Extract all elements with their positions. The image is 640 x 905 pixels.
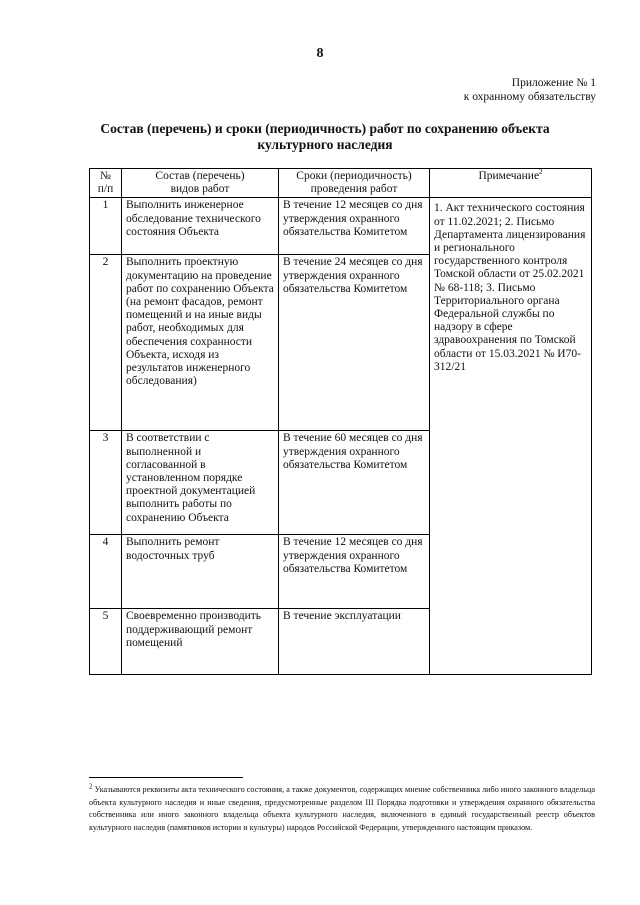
row-number: 5 — [90, 609, 122, 675]
title-line-1: Состав (перечень) и сроки (периодичность) работ по сохранению объекта — [100, 121, 550, 136]
row-term: В течение 12 месяцев со дня утверждения охранного обязательства Комитетом — [279, 535, 430, 609]
row-number: 1 — [90, 198, 122, 255]
header-works — [122, 169, 279, 198]
appendix-line-2: к охранному обязательству — [463, 91, 596, 103]
header-number-line-2: п/п — [97, 183, 114, 196]
row-work: В соответствии с выполненной и согласованной в установленном порядке проектной документацией выполнить работы по сохранению Объекта — [122, 431, 279, 535]
header-terms-line-1: Сроки (периодичность) — [296, 170, 412, 182]
row-number: 3 — [90, 431, 122, 535]
header-note-label: Примечание — [478, 170, 540, 182]
document-title — [90, 121, 560, 153]
header-terms — [279, 169, 430, 198]
page-number: 8 — [316, 46, 324, 61]
row-work: Своевременно производить поддерживающий ремонт помещений — [122, 609, 279, 675]
row-work: Выполнить ремонт водосточных труб — [122, 535, 279, 609]
row-work: Выполнить проектную документацию на проведение работ по сохранению Объекта (на ремонт фасадов, ремонт помещений и на иные виды работ, необходимых для обеспечения сохранности Объекта, исходя из результатов инженерного обследования) — [122, 255, 279, 431]
header-number — [90, 169, 122, 198]
header-works-line-1: Состав (перечень) — [155, 170, 245, 182]
header-number-line-1: № — [100, 170, 111, 182]
footnote-marker: 2 — [89, 782, 93, 791]
appendix-heading — [464, 76, 596, 104]
row-note: 1. Акт технического состояния от 11.02.2021; 2. Письмо Департамента лицензирования и регионального государственного контроля Томской области от 25.02.2021 № 68-118; 3. Письмо Территориального органа Федеральной службы по надзору в сфере здравоохранения по Томской области от 15.03.2021 № И70-312/21 — [430, 198, 592, 675]
row-term: В течение эксплуатации — [279, 609, 430, 675]
table-row — [90, 198, 592, 255]
header-works-line-2: видов работ — [170, 183, 230, 196]
row-number: 4 — [90, 535, 122, 609]
row-term: В течение 12 месяцев со дня утверждения охранного обязательства Комитетом — [279, 198, 430, 255]
table-header-row — [90, 169, 592, 198]
footnote — [89, 784, 595, 834]
footnote-separator — [89, 777, 243, 778]
works-table — [89, 168, 592, 675]
appendix-line-1: Приложение № 1 — [511, 77, 596, 89]
row-term: В течение 60 месяцев со дня утверждения охранного обязательства Комитетом — [279, 431, 430, 535]
footnote-text: Указываются реквизиты акта технического состояния, а также документов, содержащих мнение собственника либо иного законного владельца объекта культурного наследия и иные сведения, предусмотренные разделом III Порядка подготовки и утверждения охранного обязательства собственника или иного законного владельца объекта культурного наследия, включенного в единый государственный реестр объектов культурного наследия (памятников истории и культуры) народов Российской Федерации, утвержденного настоящим приказом. — [89, 785, 595, 832]
header-terms-line-2: проведения работ — [310, 183, 398, 196]
title-line-2: культурного наследия — [257, 137, 393, 152]
row-term: В течение 24 месяцев со дня утверждения охранного обязательства Комитетом — [279, 255, 430, 431]
row-number: 2 — [90, 255, 122, 431]
header-note — [430, 169, 592, 198]
header-note-footnote-ref: 2 — [539, 168, 543, 177]
row-work: Выполнить инженерное обследование технического состояния Объекта — [122, 198, 279, 255]
